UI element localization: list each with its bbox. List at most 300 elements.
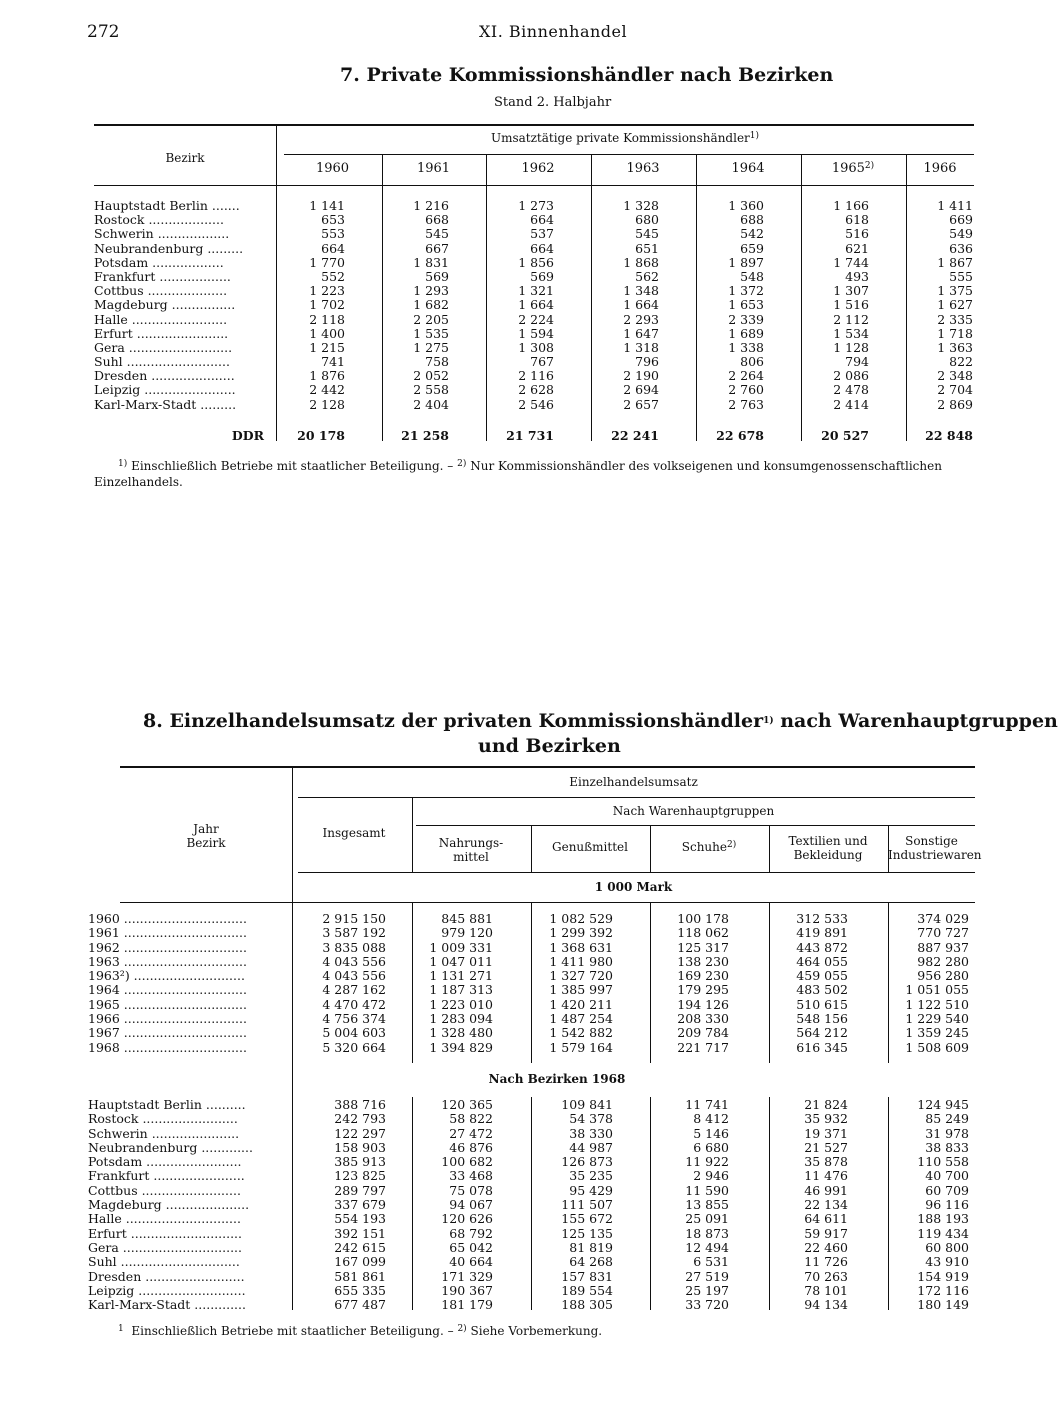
table7-year-header: 1963 [626,161,660,176]
table8-year-row-value: 1 187 313 [429,982,493,998]
table8-title-line2: und Bezirken [478,735,621,757]
table7-row-value: 651 [635,240,659,256]
table8-district-row-value: 85 249 [925,1111,969,1127]
table7-row-value: 2 224 [518,311,554,327]
table8-district-row-value: 158 903 [334,1139,386,1155]
table8-year-row-value: 1 411 980 [549,953,613,969]
table7-row-value: 1 831 [413,254,449,270]
table8-district-row-value: 11 590 [685,1182,729,1198]
table7-row-value: 1 702 [309,297,345,313]
table8-year-row-value: 169 230 [677,968,729,984]
table8-district-row-label: Suhl .............................. [88,1254,240,1270]
table8-year-row-value: 1 359 245 [905,1025,969,1041]
table7-row-value: 2 116 [518,368,554,384]
table8-year-row-value: 125 317 [677,939,729,955]
table7-row-value: 1 141 [309,198,345,213]
table7-row-value: 1 856 [518,254,554,270]
table8-district-row-value: 31 978 [925,1125,969,1141]
table8-district-row-value: 180 149 [917,1297,969,1313]
table8-top-header: Einzelhandelsumsatz [569,775,698,789]
table8-district-row-value: 11 726 [804,1254,848,1270]
table7-row-value: 2 339 [728,311,764,327]
table8-district-row-value: 581 861 [334,1268,386,1284]
table8-district-row-value: 123 825 [334,1168,386,1184]
table8-district-row-value: 167 099 [334,1254,386,1270]
table8-district-row-value: 22 460 [804,1239,848,1255]
table8-district-row-value: 242 615 [334,1239,386,1255]
table7-row-value: 1 770 [309,254,345,270]
table8-district-row-value: 337 679 [334,1197,386,1213]
table8-year-row-value: 548 156 [796,1011,848,1027]
table7-row-value: 2 052 [413,368,449,384]
table8-district-row-label: Halle ............................. [88,1211,241,1227]
table7-row-value: 688 [740,212,764,228]
table7-row-value: 1 223 [309,283,345,299]
table8-year-row-value: 1 368 631 [549,939,613,955]
table8-district-row-value: 12 494 [685,1239,729,1255]
table7-row-value: 549 [949,226,973,242]
table8-column-rule [769,1097,770,1310]
table8-top-rule [120,766,975,768]
table8-year-row-value: 194 126 [677,996,729,1012]
table7-row-value: 1 307 [833,283,869,299]
table7-year-header: 1961 [416,161,451,176]
table8-district-row-value: 5 146 [693,1125,729,1141]
table8-district-row-value: 21 527 [804,1139,848,1155]
table8-group-rule [416,825,975,826]
table8-year-row-value: 1 487 254 [549,1011,613,1027]
table8-column-rule [531,1097,532,1310]
table8-year-row-value: 1 047 011 [429,953,493,969]
table7-footnote-line2: Einzelhandels. [94,475,183,489]
table8-year-row-value: 374 029 [917,911,969,926]
table8-year-row-value: 4 470 472 [322,996,386,1012]
table7-row-value: 2 414 [833,396,869,412]
table8-district-row-value: 96 116 [925,1197,969,1213]
table8-district-row-value: 46 991 [804,1182,848,1198]
table8-district-row-label: Neubrandenburg ............. [88,1139,253,1155]
table8-district-row-value: 35 235 [569,1168,613,1184]
table8-district-row-value: 94 134 [804,1297,848,1313]
table8-year-row-value: 510 615 [796,996,848,1012]
table7-row-value: 1 216 [413,198,449,213]
table8-district-row-value: 122 297 [334,1125,386,1141]
table7-row-value: 2 760 [728,382,764,398]
table7-group-header: Umsatztätige private Kommissionshändler$^{1)}$ [490,131,760,145]
table7-row-value: 2 264 [728,368,764,384]
table7-row-value: 1 627 [937,297,973,313]
table7-row-value: 2 694 [623,382,659,398]
table8-year-row-value: 419 891 [796,925,848,941]
table8-district-row-value: 6 680 [693,1139,729,1155]
table8-district-row-value: 18 873 [685,1225,729,1241]
table8-col-textile: Textilien und Bekleidung [788,834,868,862]
table8-year-row-label: 1962 ............................... [88,939,247,955]
table8-district-row-value: 181 179 [441,1297,493,1313]
table8-col-shoes: Schuhe$^{2)}$ [681,840,737,854]
table8-year-row-value: 1 299 392 [549,925,613,941]
table8-district-row-value: 25 091 [685,1211,729,1227]
table7-row-label: Halle ........................ [94,311,228,327]
table8-year-row-label: 1967 ............................... [88,1025,247,1041]
table7-row-value: 1 664 [518,297,554,313]
table8-year-row-value: 564 212 [796,1025,848,1041]
table8-year-row-value: 221 717 [677,1039,729,1055]
table8-stub-header-district: Bezirk [186,836,226,850]
table7-header-rule [94,185,974,186]
table8-year-row-value: 770 727 [917,925,969,941]
table7-row-value: 1 664 [623,297,659,313]
table8-column-rule [888,1097,889,1310]
table8-district-row-value: 289 797 [334,1182,386,1198]
table8-year-row-value: 1 328 480 [429,1025,493,1041]
table8-year-row-value: 1 131 271 [429,968,493,984]
table7-total-value: 22 848 [925,428,973,443]
table7-row-label: Schwerin .................. [94,226,230,242]
table8-district-row-value: 11 922 [685,1154,729,1170]
table7-row-label: Hauptstadt Berlin ....... [94,198,240,213]
table7-row-value: 1 682 [413,297,449,313]
table7-row-label: Neubrandenburg ......... [94,240,244,256]
table8-district-row-value: 95 429 [569,1182,613,1198]
table8-year-row-value: 1 283 094 [429,1011,493,1027]
table8-district-row-value: 21 824 [804,1097,848,1112]
table8-header-rule [120,902,975,903]
table7-row-value: 2 478 [833,382,869,398]
table7-row-value: 1 375 [937,283,973,299]
table7-row-value: 659 [740,240,764,256]
table8-col-food: Nahrungs- mittel [438,836,504,864]
table8-year-row-value: 982 280 [917,953,969,969]
table8-year-row-label: 1965 ............................... [88,996,247,1012]
table8-year-row-value: 887 937 [917,939,969,955]
table7-row-value: 516 [845,226,869,242]
table7-row-value: 767 [530,354,554,370]
table8-district-row-label: Leipzig ........................... [88,1282,246,1298]
table8-year-row-value: 312 533 [796,911,848,926]
table8-district-row-value: 27 519 [685,1268,729,1284]
table8-district-row-value: 35 878 [804,1154,848,1170]
table7-row-value: 653 [321,212,345,228]
table8-year-row-value: 4 756 374 [322,1011,386,1027]
table8-district-row-value: 392 151 [334,1225,386,1241]
table7-row-value: 569 [425,268,449,284]
table8-district-row-value: 46 876 [449,1139,493,1155]
table7-year-header: 1962 [521,161,555,176]
table8-year-row-value: 1 394 829 [429,1039,493,1055]
table7-total-value: 20 178 [297,428,345,443]
table7-row-value: 1 318 [623,339,659,355]
table8-district-row-value: 68 792 [449,1225,493,1241]
table7-year-header: 1960 [315,161,350,176]
table7-row-value: 1 293 [413,283,449,299]
table8-col-other: Sonstige Industriewaren [888,834,982,862]
table8-column-rule [769,903,770,1063]
table7-row-value: 2 118 [309,311,345,327]
table7-row-value: 562 [635,268,659,284]
table7-row-value: 680 [635,212,659,228]
table8-district-row-value: 25 197 [685,1282,729,1298]
table8-footnote: $^1$ Einschließlich Betriebe mit staatlicher Beteiligung. – $^{2)}$ Siehe Vorbemerkung. [118,1324,603,1338]
table8-year-row-value: 100 178 [677,911,729,926]
table7-row-value: 1 275 [413,339,449,355]
table7-row-value: 1 372 [728,283,764,299]
table8-unit: 1 000 Mark [594,880,673,894]
table7-row-value: 621 [845,240,869,256]
table7-row-value: 2 112 [833,311,869,327]
table7-top-rule [94,124,974,126]
table8-year-row-label: 1961 ............................... [88,925,247,941]
table8-district-row-label: Schwerin ...................... [88,1125,240,1141]
table7-row-value: 667 [425,240,449,256]
table7-row-value: 1 328 [623,198,659,213]
table8-year-row-value: 5 004 603 [322,1025,386,1041]
table7-row-value: 1 273 [518,198,554,213]
table8-district-row-label: Frankfurt ....................... [88,1168,245,1184]
table8-title-line1: 8. Einzelhandelsumsatz der privaten Kommissionshändler$^{1)}$ nach Warenhauptgruppen [143,710,1058,732]
table8-district-row-value: 100 682 [441,1154,493,1170]
table8-year-row-value: 1 051 055 [905,982,969,998]
table8-district-row-label: Karl-Marx-Stadt ............. [88,1297,246,1313]
table8-year-row-value: 1 508 609 [905,1039,969,1055]
table8-district-row-value: 11 476 [804,1168,848,1184]
table7-row-value: 2 128 [309,396,345,412]
table8-year-row-value: 956 280 [917,968,969,984]
table8-year-row-value: 1 009 331 [429,939,493,955]
table8-district-row-value: 109 841 [561,1097,613,1112]
table8-district-row-label: Dresden ......................... [88,1268,245,1284]
table8-district-row-value: 81 819 [569,1239,613,1255]
table8-year-row-value: 1 122 510 [905,996,969,1012]
table8-year-row-value: 1 327 720 [549,968,613,984]
table8-district-row-value: 75 078 [449,1182,493,1198]
table7-row-value: 1 411 [937,198,973,213]
table7-row-value: 1 338 [728,339,764,355]
table7-row-value: 741 [321,354,345,370]
table7-row-value: 537 [530,226,554,242]
table7-row-label: Gera .......................... [94,339,233,355]
table8-district-row-value: 126 873 [561,1154,613,1170]
table8-year-row-value: 2 915 150 [322,911,386,926]
table7-row-value: 1 689 [728,325,764,341]
table8-district-row-value: 190 367 [441,1282,493,1298]
table8-district-row-label: Magdeburg ..................... [88,1197,250,1213]
table7-row-value: 664 [530,212,554,228]
table8-district-row-value: 110 558 [917,1154,969,1170]
table7-row-value: 1 516 [833,297,869,313]
table7-row-value: 545 [635,226,659,242]
table7-row-value: 542 [740,226,764,242]
table8-column-rule [412,1097,413,1310]
table8-year-row-label: 1966 ............................... [88,1011,247,1027]
table7-row-label: Dresden ..................... [94,368,235,384]
table8-year-row-value: 979 120 [441,925,493,941]
table8-district-row-value: 120 626 [441,1211,493,1227]
table7-row-value: 2 704 [937,382,973,398]
table7-row-value: 2 546 [518,396,554,412]
table8-year-row-value: 138 230 [677,953,729,969]
table8-district-row-value: 60 709 [925,1182,969,1198]
table8-district-row-value: 27 472 [449,1125,493,1141]
table8-district-row-label: Cottbus ......................... [88,1182,241,1198]
table7-row-value: 1 535 [413,325,449,341]
table8-district-row-label: Hauptstadt Berlin .......... [88,1097,246,1112]
table8-year-row-value: 443 872 [796,939,848,955]
table8-district-row-value: 78 101 [804,1282,848,1298]
table8-year-row-value: 1 229 540 [905,1011,969,1027]
table8-district-row-value: 33 468 [449,1168,493,1184]
table8-year-row-value: 1 579 164 [549,1039,613,1055]
table7-row-label: Magdeburg ................ [94,297,236,313]
table8-section-label: Nach Bezirken 1968 [488,1072,626,1086]
table7-year-header: 1965$^{2)}$ [831,161,875,176]
table8-district-row-label: Gera .............................. [88,1239,242,1255]
table8-district-row-value: 124 945 [917,1097,969,1112]
table7-row-value: 1 400 [309,325,345,341]
table8-district-row-value: 13 855 [685,1197,729,1213]
table8-district-row-value: 655 335 [334,1282,386,1298]
table8-year-row-value: 179 295 [677,982,729,998]
table8-district-row-value: 44 987 [569,1139,613,1155]
table8-district-row-value: 120 365 [441,1097,493,1112]
table8-column-rule [650,1097,651,1310]
table7-total-label: DDR [231,428,264,443]
table8-year-row-label: 1963²) ............................ [88,968,245,984]
table8-year-row-value: 209 784 [677,1025,729,1041]
table7-row-value: 1 868 [623,254,659,270]
table8-district-row-value: 172 116 [917,1282,969,1298]
table8-stub-header-year: Jahr [193,822,219,836]
table8-column-rule [888,903,889,1063]
table8-year-row-value: 5 320 664 [322,1039,386,1055]
table8-unit-top-rule [298,872,975,873]
table7-row-label: Potsdam .................. [94,254,224,270]
table7-row-value: 2 869 [937,396,973,412]
table7-row-label: Suhl .......................... [94,354,230,370]
table7-year-header: 1966 [923,161,957,176]
table7-row-value: 636 [949,240,973,256]
table7-row-value: 1 321 [518,283,554,299]
table8-district-row-value: 35 932 [804,1111,848,1127]
table8-district-row-value: 40 664 [449,1254,493,1270]
table8-district-row-value: 125 135 [561,1225,613,1241]
table7-row-value: 1 594 [518,325,554,341]
table7-row-value: 2 442 [309,382,345,398]
table7-row-value: 2 086 [833,368,869,384]
table8-district-row-value: 154 919 [917,1268,969,1284]
table8-district-row-value: 43 910 [925,1254,969,1270]
table7-row-value: 758 [425,354,449,370]
table8-district-row-value: 111 507 [561,1197,613,1213]
table7-row-value: 1 867 [937,254,973,270]
table7-row-label: Erfurt ....................... [94,325,229,341]
table7-row-value: 669 [949,212,973,228]
table8-district-row-value: 64 268 [569,1254,613,1270]
table8-district-row-value: 59 917 [804,1225,848,1241]
table7-row-value: 553 [321,226,345,242]
table7-row-label: Cottbus .................... [94,283,228,299]
table7-row-value: 794 [845,354,869,370]
table8-district-row-label: Rostock ........................ [88,1111,238,1127]
table8-district-row-value: 171 329 [441,1268,493,1284]
table8-year-row-value: 1 385 997 [549,982,613,998]
running-head: XI. Binnenhandel [479,22,628,41]
table8-district-row-value: 40 700 [925,1168,969,1184]
table7-row-value: 1 718 [937,325,973,341]
table8-column-rule [412,903,413,1063]
table7-row-value: 2 293 [623,311,659,327]
table8-year-row-value: 118 062 [677,925,729,941]
table7-row-value: 2 628 [518,382,554,398]
table8-district-row-value: 94 067 [449,1197,493,1213]
table7-row-value: 2 205 [413,311,449,327]
table7-total-value: 21 258 [401,428,449,443]
table8-group-header: Nach Warenhauptgruppen [612,804,775,818]
table7-row-value: 2 657 [623,396,659,412]
table7-footnote-line1: $^{1)}$ Einschließlich Betriebe mit staatlicher Beteiligung. – $^{2)}$ Nur Kommissionshändler des volkseigenen und konsumgenossenschaftlichen [118,459,942,473]
table8-district-row-value: 188 193 [917,1211,969,1227]
table7-subtitle: Stand 2. Halbjahr [494,95,612,110]
table7-row-value: 1 363 [937,339,973,355]
table8-district-row-value: 38 833 [925,1139,969,1155]
table8-district-row-value: 554 193 [334,1211,386,1227]
table8-year-row-value: 3 587 192 [322,925,386,941]
table7-row-value: 2 190 [623,368,659,384]
table8-district-row-value: 58 822 [449,1111,493,1127]
table7-group-rule [284,154,974,155]
table7-stub-header: Bezirk [165,151,205,165]
table8-col-total: Insgesamt [322,826,386,840]
table8-district-row-value: 38 330 [569,1125,613,1141]
table8-district-row-value: 119 434 [917,1225,969,1241]
table7-row-value: 1 897 [728,254,764,270]
table8-district-row-value: 242 793 [334,1111,386,1127]
table7-row-value: 2 558 [413,382,449,398]
table8-year-row-value: 1 223 010 [429,996,493,1012]
table8-year-row-value: 616 345 [796,1039,848,1055]
table7-total-value: 20 527 [821,428,869,443]
table8-year-row-label: 1960 ............................... [88,911,247,926]
table8-year-row-value: 4 043 556 [322,968,386,984]
table8-district-row-value: 388 716 [334,1097,386,1112]
table7-total-value: 22 241 [611,428,659,443]
table8-district-row-value: 677 487 [334,1297,386,1313]
table8-district-row-label: Erfurt ............................ [88,1225,243,1241]
table8-district-row-value: 155 672 [561,1211,613,1227]
table8-district-row-value: 33 720 [685,1297,729,1313]
table8-district-row-value: 60 800 [925,1239,969,1255]
table7-row-value: 1 348 [623,283,659,299]
table7-row-value: 1 308 [518,339,554,355]
table8-year-row-value: 3 835 088 [322,939,386,955]
table8-column-rule [650,903,651,1063]
table8-district-row-value: 54 378 [569,1111,613,1127]
table8-year-row-value: 845 881 [441,911,493,926]
table7-row-value: 569 [530,268,554,284]
table7-row-value: 664 [321,240,345,256]
table7-row-value: 1 653 [728,297,764,313]
table7-title: 7. Private Kommissionshändler nach Bezirken [340,64,834,86]
table7-row-value: 668 [425,212,449,228]
table8-district-row-value: 8 412 [693,1111,729,1127]
table7-row-value: 1 534 [833,325,869,341]
table8-year-row-value: 459 055 [796,968,848,984]
table7-row-value: 618 [845,212,869,228]
table7-total-value: 22 678 [716,428,764,443]
table8-district-row-value: 22 134 [804,1197,848,1213]
table8-year-row-value: 208 330 [677,1011,729,1027]
table7-row-value: 1 360 [728,198,764,213]
